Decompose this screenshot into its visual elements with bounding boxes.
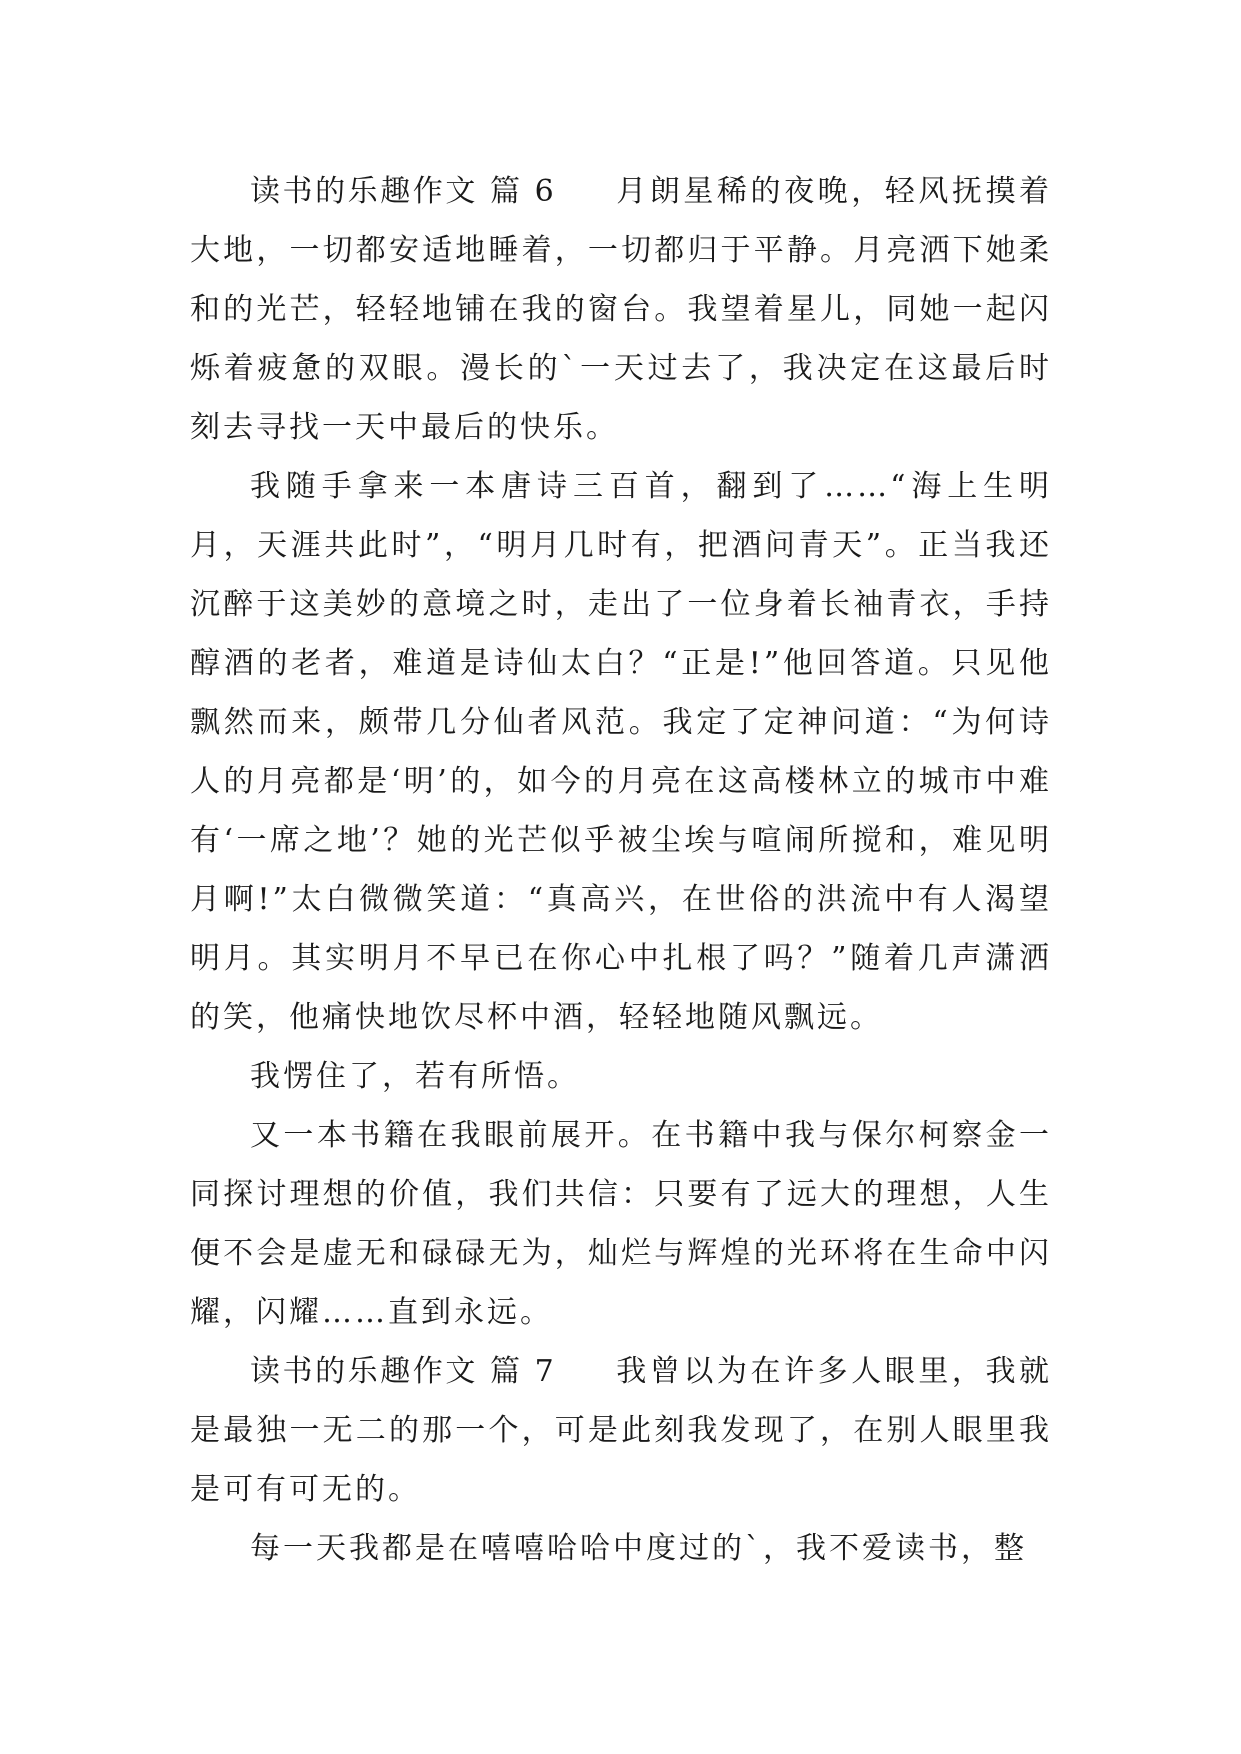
paragraph-text: 我曾以为在许多人眼里，我就是最独一无二的那一个，可是此刻我发现了，在别人眼里我是可有可无的。 <box>190 1354 1053 1507</box>
paragraph-text: 我愣住了，若有所悟。 <box>250 1059 580 1094</box>
section-heading-6: 读书的乐趣作文 篇 6 <box>250 174 556 209</box>
paragraph-5 <box>190 1342 1052 1519</box>
body-text <box>190 162 1052 1578</box>
paragraph-text: 月朗星稀的夜晚，轻风抚摸着大地，一切都安适地睡着，一切都归于平静。月亮洒下她柔和的光芒，轻轻地铺在我的窗台。我望着星儿，同她一起闪烁着疲惫的双眼。漫长的`一天过去了，我决定在这最后时刻去寻找一天中最后的快乐。 <box>190 174 1053 445</box>
paragraph-2 <box>190 457 1052 1047</box>
section-heading-7: 读书的乐趣作文 篇 7 <box>250 1354 556 1389</box>
paragraph-text: 又一本书籍在我眼前展开。在书籍中我与保尔柯察金一同探讨理想的价值，我们共信：只要有了远大的理想，人生便不会是虚无和碌碌无为，灿烂与辉煌的光环将在生命中闪耀，闪耀……直到永远。 <box>190 1118 1052 1330</box>
paragraph-4 <box>190 1106 1052 1342</box>
paragraph-text: 我随手拿来一本唐诗三百首，翻到了……“海上生明月，天涯共此时”，“明月几时有，把酒问青天”。正当我还沉醉于这美妙的意境之时，走出了一位身着长袖青衣，手持醇酒的老者，难道是诗仙太白？“正是!”他回答道。只见他飘然而来，颇带几分仙者风范。我定了定神问道：“为何诗人的月亮都是‘明’的，如今的月亮在这高楼林立的城市中难有‘一席之地’？她的光芒似乎被尘埃与喧闹所搅和，难见明月啊!”太白微微笑道：“真高兴，在世俗的洪流中有人渴望明月。其实明月不早已在你心中扎根了吗？”随着几声潇洒的笑，他痛快地饮尽杯中酒，轻轻地随风飘远。 <box>190 469 1052 1035</box>
paragraph-1 <box>190 162 1052 457</box>
paragraph-6 <box>190 1519 1052 1578</box>
paragraph-3 <box>190 1047 1052 1106</box>
paragraph-text: 每一天我都是在嘻嘻哈哈中度过的`，我不爱读书，整 <box>250 1531 1027 1566</box>
